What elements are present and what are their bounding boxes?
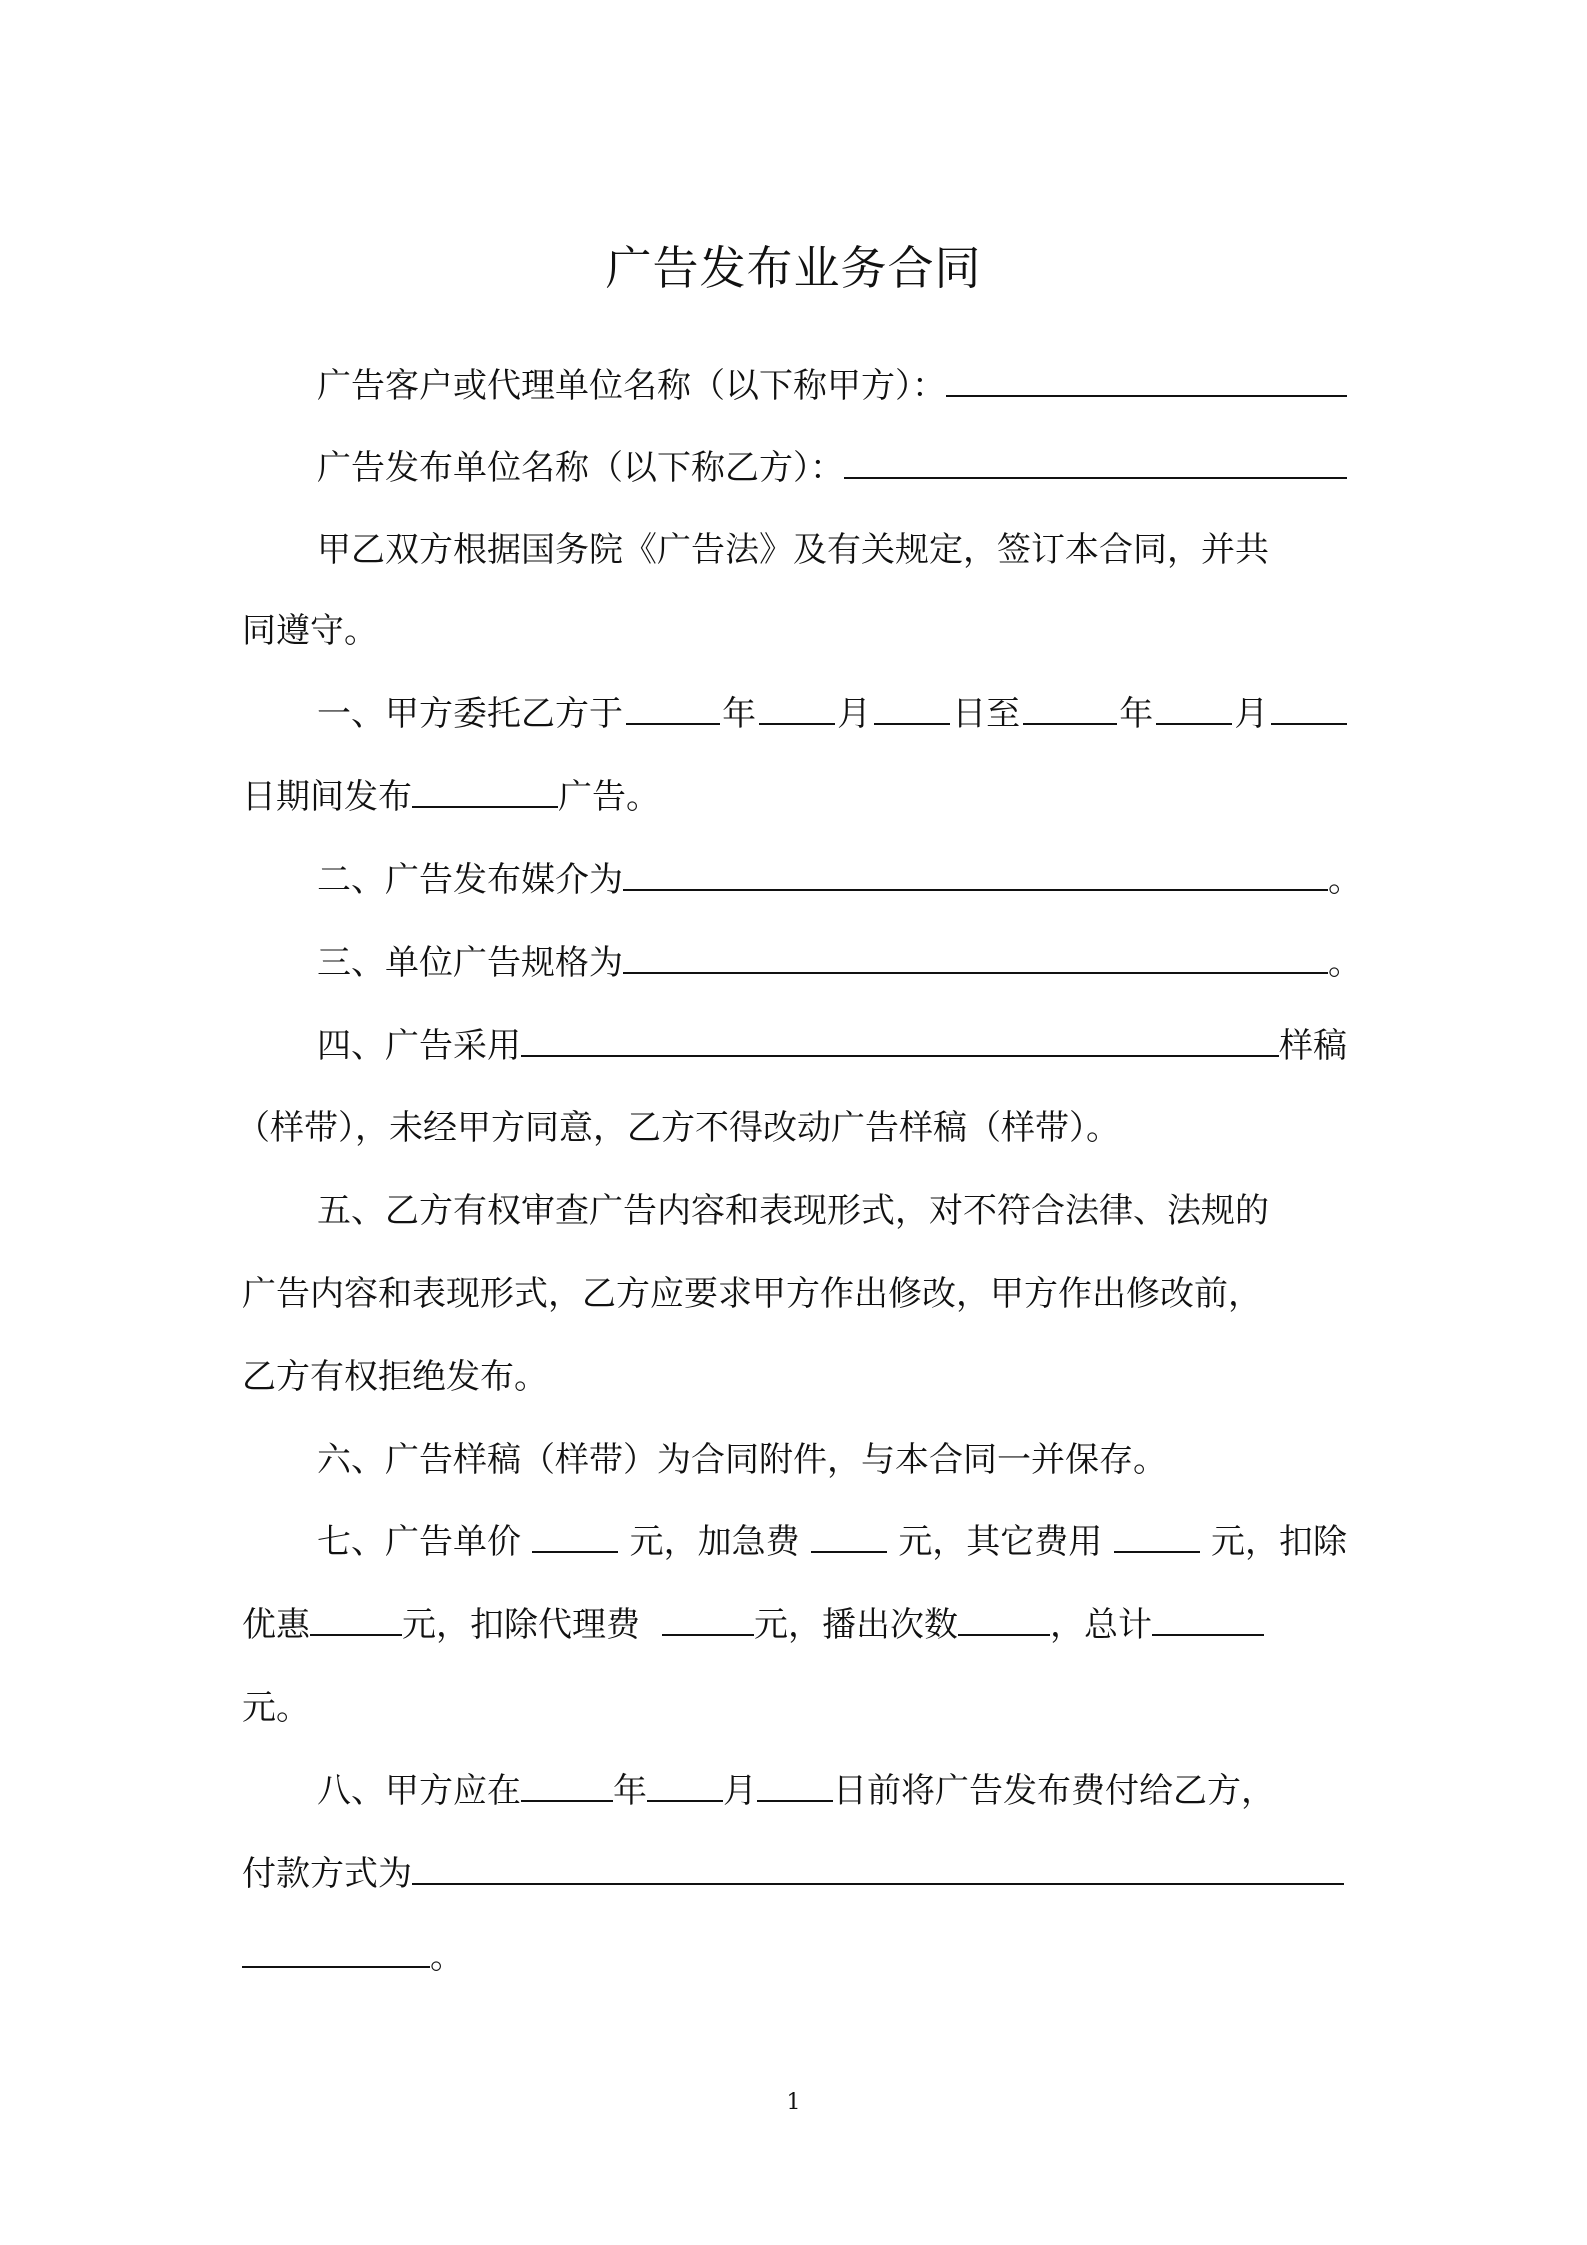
deduct-label: 元，扣除: [1210, 1522, 1347, 1562]
clause-3-end: 。: [1328, 943, 1362, 983]
month-label: 月: [1234, 694, 1269, 734]
document-title: 广告发布业务合同: [605, 241, 982, 295]
discount-label: 优惠: [242, 1605, 310, 1645]
payment-method-blank[interactable]: [412, 1853, 1344, 1885]
spec-blank[interactable]: [623, 942, 1328, 974]
yuan-end-label: 元。: [242, 1688, 310, 1728]
clause-2-line: [317, 856, 1362, 904]
clause-7-line-2: [242, 1601, 1347, 1649]
discount-blank[interactable]: [310, 1604, 402, 1636]
clause-8-line-2: [242, 1850, 1344, 1898]
preamble-line-2: [242, 607, 1347, 655]
clause-4-end: 样稿: [1279, 1026, 1347, 1066]
ad-label: 广告。: [558, 777, 660, 817]
clause-1-line-2: [242, 773, 1347, 821]
ad-name-blank[interactable]: [412, 776, 558, 808]
clause-1-text: 一、甲方委托乙方于: [317, 694, 623, 734]
clause-8-line-3: [242, 1933, 1347, 1981]
clause-5-line-1: [317, 1187, 1347, 1235]
party-a-label: 广告客户或代理单位名称（以下称甲方）：: [317, 366, 946, 406]
sample-blank[interactable]: [521, 1025, 1279, 1057]
pay-day-blank[interactable]: [757, 1770, 833, 1802]
pay-day-label: 日前将广告发布费付给乙方，: [833, 1771, 1275, 1811]
agency-fee-label: 元，扣除代理费: [402, 1605, 640, 1645]
clause-6-text: 六、广告样稿（样带）为合同附件，与本合同一并保存。: [317, 1440, 1167, 1480]
clause-2-text: 二、广告发布媒介为: [317, 860, 623, 900]
rush-fee-blank[interactable]: [811, 1521, 887, 1553]
payment-method-blank-2[interactable]: [242, 1936, 430, 1968]
unit-price-label: 七、广告单价: [317, 1522, 521, 1562]
rush-fee-label: 元，加急费: [629, 1522, 800, 1562]
preamble-text-2: 同遵守。: [242, 611, 378, 651]
month-label: 月: [723, 1771, 757, 1811]
page-number: 1: [786, 2090, 801, 2115]
clause-7-line-1: [317, 1518, 1347, 1566]
party-b-name-blank[interactable]: [844, 447, 1347, 479]
clause-5-text-3: 乙方有权拒绝发布。: [242, 1357, 548, 1397]
pay-year-blank[interactable]: [521, 1770, 613, 1802]
clause-4-text-2: （样带），未经甲方同意，乙方不得改动广告样稿（样带）。: [236, 1108, 1120, 1148]
times-blank[interactable]: [958, 1604, 1050, 1636]
clause-3-line: [317, 939, 1362, 987]
clause-4-line-1: [317, 1022, 1347, 1070]
clause-8-line-1: [317, 1767, 1347, 1815]
other-fee-blank[interactable]: [1114, 1521, 1200, 1553]
payment-method-label: 付款方式为: [242, 1854, 412, 1894]
clause-5-text-1: 五、乙方有权审查广告内容和表现形式，对不符合法律、法规的: [317, 1191, 1269, 1231]
start-month-blank[interactable]: [759, 693, 835, 725]
clause-5-line-3: [242, 1353, 1347, 1401]
day-period-label: 日期间发布: [242, 777, 412, 817]
year-label: 年: [722, 694, 757, 734]
total-label: ，总计: [1050, 1605, 1152, 1645]
clause-4-text: 四、广告采用: [317, 1026, 521, 1066]
party-b-line: [317, 444, 1347, 492]
clause-1-line-1: [317, 690, 1347, 738]
times-label: 元，播出次数: [754, 1605, 958, 1645]
month-label: 月: [837, 694, 872, 734]
preamble-text-1: 甲乙双方根据国务院《广告法》及有关规定，签订本合同，并共: [317, 530, 1269, 570]
clause-3-text: 三、单位广告规格为: [317, 943, 623, 983]
clause-4-line-2: [236, 1104, 1341, 1152]
clause-7-line-3: [242, 1684, 1347, 1732]
end-day-blank[interactable]: [1271, 693, 1347, 725]
year-label: 年: [1119, 694, 1154, 734]
party-b-label: 广告发布单位名称（以下称乙方）：: [317, 448, 844, 488]
end-year-blank[interactable]: [1023, 693, 1117, 725]
clause-8-end: 。: [430, 1937, 464, 1977]
party-a-line: [317, 362, 1347, 410]
pay-month-blank[interactable]: [647, 1770, 723, 1802]
media-blank[interactable]: [623, 859, 1328, 891]
preamble-line-1: [317, 526, 1347, 574]
end-month-blank[interactable]: [1156, 693, 1232, 725]
year-label: 年: [613, 1771, 647, 1811]
total-blank[interactable]: [1152, 1604, 1264, 1636]
clause-8-text: 八、甲方应在: [317, 1771, 521, 1811]
day-to-label: 日至: [952, 694, 1021, 734]
clause-5-text-2: 广告内容和表现形式，乙方应要求甲方作出修改，甲方作出修改前，: [242, 1274, 1262, 1314]
unit-price-blank[interactable]: [532, 1521, 618, 1553]
start-day-blank[interactable]: [874, 693, 950, 725]
clause-2-end: 。: [1328, 860, 1362, 900]
clause-5-line-2: [242, 1270, 1347, 1318]
party-a-name-blank[interactable]: [946, 365, 1347, 397]
agency-fee-blank[interactable]: [662, 1604, 754, 1636]
start-year-blank[interactable]: [626, 693, 720, 725]
clause-6-line: [317, 1436, 1347, 1484]
other-fee-label: 元，其它费用: [898, 1522, 1103, 1562]
